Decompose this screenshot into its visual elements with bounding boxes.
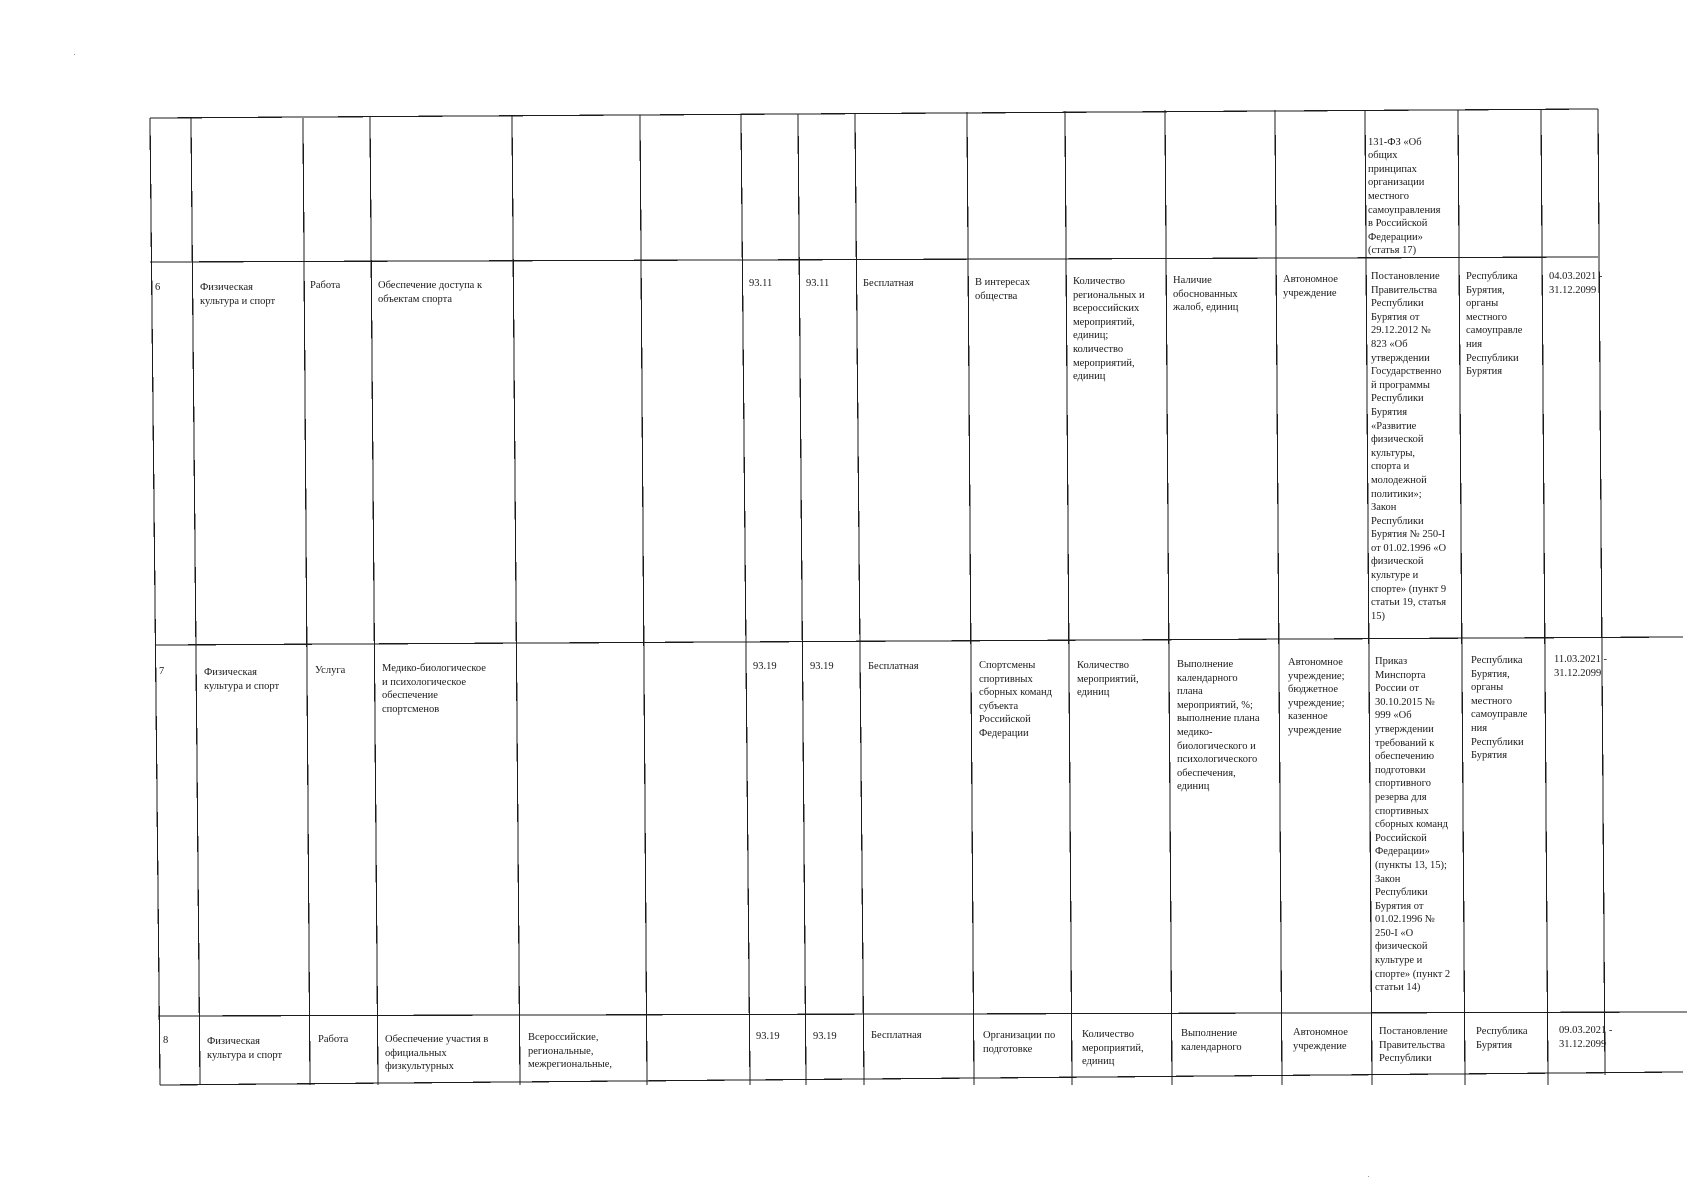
quality-indicators-cell: Выполнение календарного xyxy=(1181,1028,1242,1053)
payment-cell: Бесплатная xyxy=(868,661,919,672)
okpd-cell: 93.11 xyxy=(806,278,830,289)
consumers-cell: Организации по подготовке xyxy=(983,1030,1056,1055)
institution-type-cell: Автономное учреждение; бюджетное учреждение; казенное учреждение xyxy=(1288,657,1345,736)
row-number-cell: 7 xyxy=(159,666,165,677)
content-cell: Всероссийские, региональные, межрегиональные, xyxy=(528,1032,613,1071)
consumers-cell: Спортсмены спортивных сборных команд субъекта Российской Федерации xyxy=(979,660,1052,739)
row-number-cell: 6 xyxy=(155,282,161,293)
row-number-cell: 8 xyxy=(163,1035,169,1046)
payment-cell: Бесплатная xyxy=(871,1030,922,1041)
legal-basis-cell: 131-ФЗ «Об общих принципах организации местного самоуправления в Российской Федерации» (статья 17) xyxy=(1368,136,1441,257)
type-cell: Работа xyxy=(318,1034,349,1045)
name-cell: Обеспечение доступа к объектам спорта xyxy=(378,280,483,305)
sphere-cell: Физическая культура и спорт xyxy=(204,667,280,692)
authority-cell: Республика Бурятия xyxy=(1476,1026,1528,1051)
name-cell: Обеспечение участия в официальных физкультурных xyxy=(385,1034,489,1073)
validity-period-cell: 04.03.2021 - 31.12.2099 xyxy=(1549,271,1603,296)
sphere-cell: Физическая культура и спорт xyxy=(200,282,276,307)
okved-cell: 93.19 xyxy=(756,1031,780,1042)
type-cell: Работа xyxy=(310,280,341,291)
quality-indicators-cell: Выполнение календарного плана мероприятий, %; выполнение плана медико- биологического и психологического обеспечения, единиц xyxy=(1177,659,1260,793)
volume-indicators-cell: Количество мероприятий, единиц xyxy=(1082,1029,1144,1068)
authority-cell: Республика Бурятия, органы местного самоуправле ния Республики Бурятия xyxy=(1466,271,1523,378)
legal-basis-cell: Приказ Минспорта России от 30.10.2015 № 999 «Об утверждении требований к обеспечению подготовки спортивного резерва для спортивных сборных команд Российской Федерации» (пункты 13, 15); Закон Республики Бурятия от 01.02.1996 № 250-I «О физической культуре и спорте» (пункт 2 статьи 14) xyxy=(1375,656,1451,994)
table-row-continued xyxy=(1365,122,1460,258)
legal-basis-cell: Постановление Правительства Республики Бурятия от 29.12.2012 № 823 «Об утверждении Государственно й программы Республики Бурятия «Развитие физической культуры, спорта и молодежной политики»; Закон Республики Бурятия № 250-I от 01.02.1996 «О физической культуре и спорте» (пункт 9 статьи 19, статья 15) xyxy=(1371,271,1447,622)
institution-type-cell: Автономное учреждение xyxy=(1283,274,1338,299)
okpd-cell: 93.19 xyxy=(810,661,834,672)
validity-period-cell: 11.03.2021 - 31.12.2099 xyxy=(1554,654,1607,679)
institution-type-cell: Автономное учреждение xyxy=(1293,1027,1348,1052)
volume-indicators-cell: Количество мероприятий, единиц xyxy=(1077,660,1139,699)
authority-cell: Республика Бурятия, органы местного самоуправле ния Республики Бурятия xyxy=(1471,655,1528,762)
volume-indicators-cell: Количество региональных и всероссийских мероприятий, единиц; количество мероприятий, единиц xyxy=(1073,276,1145,383)
okpd-cell: 93.19 xyxy=(813,1031,837,1042)
scan-speck xyxy=(74,54,75,55)
consumers-cell: В интересах общества xyxy=(975,277,1030,302)
quality-indicators-cell: Наличие обоснованных жалоб, единиц xyxy=(1173,275,1239,314)
name-cell: Медико-биологическое и психологическое обеспечение спортсменов xyxy=(382,663,486,715)
okved-cell: 93.11 xyxy=(749,278,773,289)
validity-period-cell: 09.03.2021 - 31.12.2099 xyxy=(1559,1025,1613,1050)
legal-basis-cell: Постановление Правительства Республики xyxy=(1379,1026,1448,1065)
type-cell: Услуга xyxy=(315,665,346,676)
payment-cell: Бесплатная xyxy=(863,278,914,289)
okved-cell: 93.19 xyxy=(753,661,777,672)
sphere-cell: Физическая культура и спорт xyxy=(207,1036,283,1061)
scan-speck xyxy=(1368,1176,1369,1177)
